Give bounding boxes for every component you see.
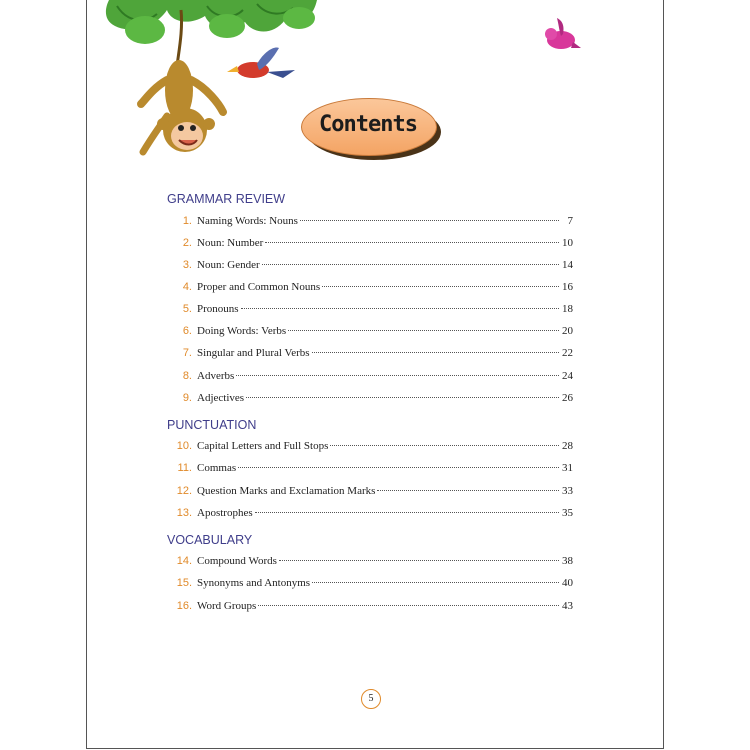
toc-title: Pronouns — [197, 303, 239, 315]
toc-number: 15. — [176, 577, 192, 589]
toc-title: Commas — [197, 462, 237, 474]
toc-number: 10. — [176, 440, 192, 452]
toc-page-number: 38 — [562, 555, 573, 567]
leader-dots — [241, 308, 559, 309]
toc-title: Singular and Plural Verbs — [197, 347, 310, 359]
toc-row[interactable] — [167, 281, 573, 297]
toc-title: Capital Letters and Full Stops — [197, 440, 329, 452]
toc-row[interactable] — [167, 440, 573, 456]
toc-number: 8. — [182, 370, 192, 382]
toc-page-number: 26 — [562, 392, 573, 404]
book-page — [86, 0, 664, 749]
toc-row[interactable] — [167, 237, 573, 253]
toc-row[interactable] — [167, 577, 573, 593]
page-title: Contents — [319, 112, 417, 137]
leader-dots — [300, 220, 559, 221]
toc-title: Question Marks and Exclamation Marks — [197, 485, 376, 497]
toc-number: 13. — [176, 507, 192, 519]
leader-dots — [258, 605, 559, 606]
toc-page-number: 10 — [562, 237, 573, 249]
toc-row[interactable] — [167, 370, 573, 386]
toc-page-number: 24 — [562, 370, 573, 382]
toc-page-number: 7 — [567, 215, 573, 227]
leader-dots — [377, 490, 559, 491]
toc-title: Noun: Gender — [197, 259, 260, 271]
toc-number: 4. — [182, 281, 192, 293]
toc-row[interactable] — [167, 347, 573, 363]
leader-dots — [330, 445, 559, 446]
toc-title: Naming Words: Nouns — [197, 215, 298, 227]
toc-number: 9. — [182, 392, 192, 404]
page-number: 5 — [361, 689, 381, 709]
toc-row[interactable] — [167, 555, 573, 571]
section-heading-vocabulary: VOCABULARY — [167, 533, 253, 547]
toc-title: Adverbs — [197, 370, 235, 382]
toc-number: 3. — [182, 259, 192, 271]
toc-number: 14. — [176, 555, 192, 567]
toc-page-number: 16 — [562, 281, 573, 293]
toc-row[interactable] — [167, 215, 573, 231]
section-heading-grammar: GRAMMAR REVIEW — [167, 192, 286, 206]
toc-row[interactable] — [167, 462, 573, 478]
toc-row[interactable] — [167, 303, 573, 319]
toc-page-number: 18 — [562, 303, 573, 315]
toc-row[interactable] — [167, 325, 573, 341]
toc-row[interactable] — [167, 485, 573, 501]
leader-dots — [312, 582, 559, 583]
toc-number: 5. — [182, 303, 192, 315]
toc-number: 11. — [177, 462, 192, 474]
toc-number: 7. — [182, 347, 192, 359]
toc-page-number: 33 — [562, 485, 573, 497]
toc-page-number: 31 — [562, 462, 573, 474]
toc-row[interactable] — [167, 600, 573, 616]
leader-dots — [238, 467, 559, 468]
toc-number: 6. — [182, 325, 192, 337]
toc-title: Noun: Number — [197, 237, 264, 249]
red-bird-icon — [227, 48, 295, 78]
tree-leaves-icon — [106, 0, 317, 44]
toc-page-number: 43 — [562, 600, 573, 612]
toc-number: 16. — [176, 600, 192, 612]
leader-dots — [279, 560, 559, 561]
leader-dots — [255, 512, 559, 513]
section-heading-punctuation: PUNCTUATION — [167, 418, 257, 432]
toc-title: Proper and Common Nouns — [197, 281, 321, 293]
toc-title: Word Groups — [197, 600, 257, 612]
toc-number: 2. — [182, 237, 192, 249]
toc-title: Doing Words: Verbs — [197, 325, 287, 337]
toc-page-number: 20 — [562, 325, 573, 337]
toc-row[interactable] — [167, 259, 573, 275]
toc-page-number: 14 — [562, 259, 573, 271]
leader-dots — [322, 286, 559, 287]
toc-row[interactable] — [167, 392, 573, 408]
toc-title: Adjectives — [197, 392, 245, 404]
toc-page-number: 28 — [562, 440, 573, 452]
leader-dots — [288, 330, 559, 331]
leader-dots — [236, 375, 559, 376]
contents-title-badge — [301, 98, 441, 160]
toc-title: Apostrophes — [197, 507, 253, 519]
leader-dots — [265, 242, 559, 243]
leader-dots — [312, 352, 559, 353]
pink-bird-icon — [545, 18, 581, 49]
toc-title: Compound Words — [197, 555, 277, 567]
toc-number: 12. — [176, 485, 192, 497]
toc-title: Synonyms and Antonyms — [197, 577, 311, 589]
toc-number: 1. — [182, 215, 192, 227]
leader-dots — [262, 264, 559, 265]
leader-dots — [246, 397, 559, 398]
toc-page-number: 40 — [562, 577, 573, 589]
toc-page-number: 22 — [562, 347, 573, 359]
toc-page-number: 35 — [562, 507, 573, 519]
toc-row[interactable] — [167, 507, 573, 523]
